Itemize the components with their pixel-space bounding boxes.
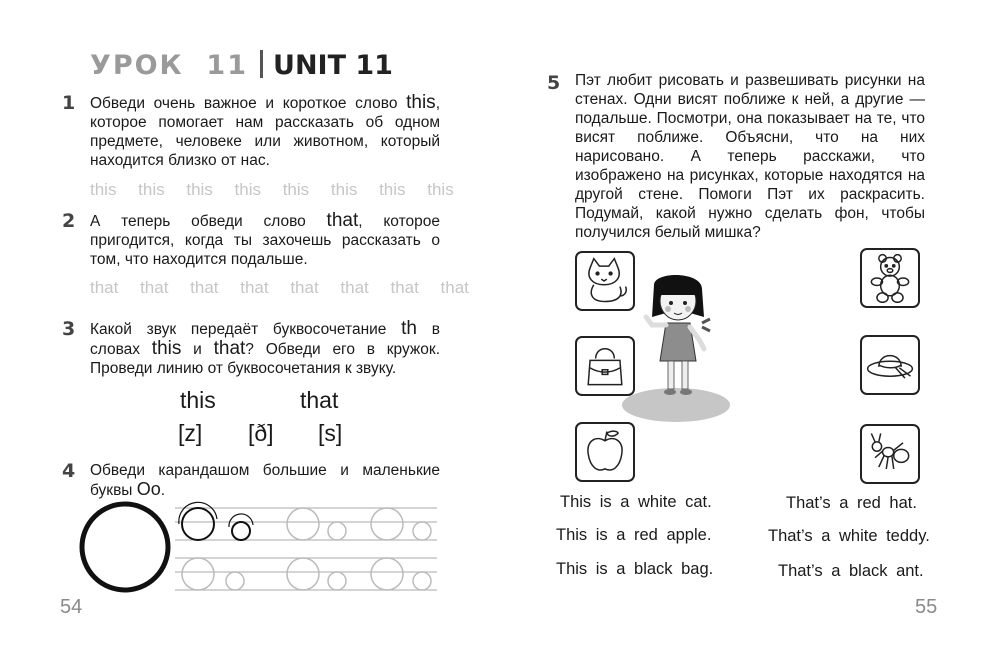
text-segment: Обведи карандашом большие и маленькие буквы <box>90 462 440 499</box>
big-o-sample <box>82 504 168 590</box>
text-segment: А теперь обведи слово <box>90 213 327 230</box>
girl-pat-illustration <box>618 265 738 425</box>
task-number: 5 <box>547 72 561 94</box>
sound-z[interactable]: [z] <box>178 420 203 446</box>
text-segment: . <box>160 482 166 499</box>
keyword: that <box>213 338 246 359</box>
sentence-right: That’s a red hat. <box>786 494 917 512</box>
lesson-header <box>90 50 393 81</box>
keyword: this <box>406 92 436 113</box>
keyword: th <box>401 318 418 339</box>
page-number-right: 55 <box>915 596 938 618</box>
task-text <box>90 461 440 500</box>
keyword: this <box>151 338 182 359</box>
sentence-right: That’s a white teddy. <box>768 527 930 545</box>
sound-s[interactable]: [s] <box>318 420 343 446</box>
sentence-left: This is a white cat. <box>560 493 712 511</box>
girl-figure <box>646 275 710 395</box>
trace-words-this[interactable]: this this this this this this this this <box>90 180 454 199</box>
letters-oo: Оо <box>136 479 161 499</box>
lesson-title: УРОК 11 <box>90 50 249 81</box>
word-that[interactable]: that <box>300 387 339 413</box>
task-number: 4 <box>62 460 76 482</box>
text-segment: Обведи очень важное и короткое слово <box>90 95 407 112</box>
teddy-bear-icon[interactable] <box>860 248 920 308</box>
trace-words-that[interactable]: that that that that that that that that <box>90 278 469 297</box>
ant-icon[interactable] <box>860 424 920 484</box>
text-segment: и <box>181 341 214 358</box>
sentence-left: This is a red apple. <box>556 526 712 544</box>
sound-eth[interactable]: [ð] <box>248 420 274 446</box>
sentence-right: That’s a black ant. <box>778 562 924 580</box>
text-segment: ? Обведи его в кружок. Проведи линию от буквосочетания к звуку. <box>90 341 441 377</box>
text-segment: Какой звук передаёт буквосочетание <box>90 321 402 338</box>
header-divider <box>260 50 263 78</box>
tracing-worksheet[interactable] <box>75 497 445 597</box>
hat-icon[interactable] <box>860 335 920 395</box>
page-number-left: 54 <box>60 596 83 618</box>
text-segment: , которое помогает нам рассказать об одном предмете, человеке или животном, который находится близко от нас. <box>90 95 440 169</box>
unit-title: UNIT 11 <box>273 50 393 81</box>
floor-shadow <box>622 388 730 422</box>
task-number: 3 <box>62 318 76 340</box>
trace-circles[interactable] <box>182 508 431 590</box>
task-text <box>90 211 440 269</box>
task-text: Пэт любит рисовать и развешивать рисунки на стенах. Одни висят поближе к ней, а другие — подальше. Посмотри, она показывает на те, что висят поближе. Объясни, что на них нарисовано. А теперь расскажи, что изображено на рисунках, которые находятся на другой стене. Помоги Пэт их раскрасить. Подумай, какой нужно сделать фон, чтобы получился белый мишка? <box>575 72 925 241</box>
task-number: 1 <box>62 92 76 114</box>
task-text <box>90 93 440 170</box>
word-this[interactable]: this <box>180 387 216 413</box>
text-segment: , которое пригодится, когда ты захочешь рассказать о том, что находится подальше. <box>90 213 440 268</box>
sentence-left: This is a black bag. <box>556 560 714 578</box>
text-segment: в словах <box>90 321 440 358</box>
task-number: 2 <box>62 210 76 232</box>
apple-icon[interactable] <box>575 422 635 482</box>
keyword: that <box>326 210 359 231</box>
task-text <box>90 319 440 378</box>
